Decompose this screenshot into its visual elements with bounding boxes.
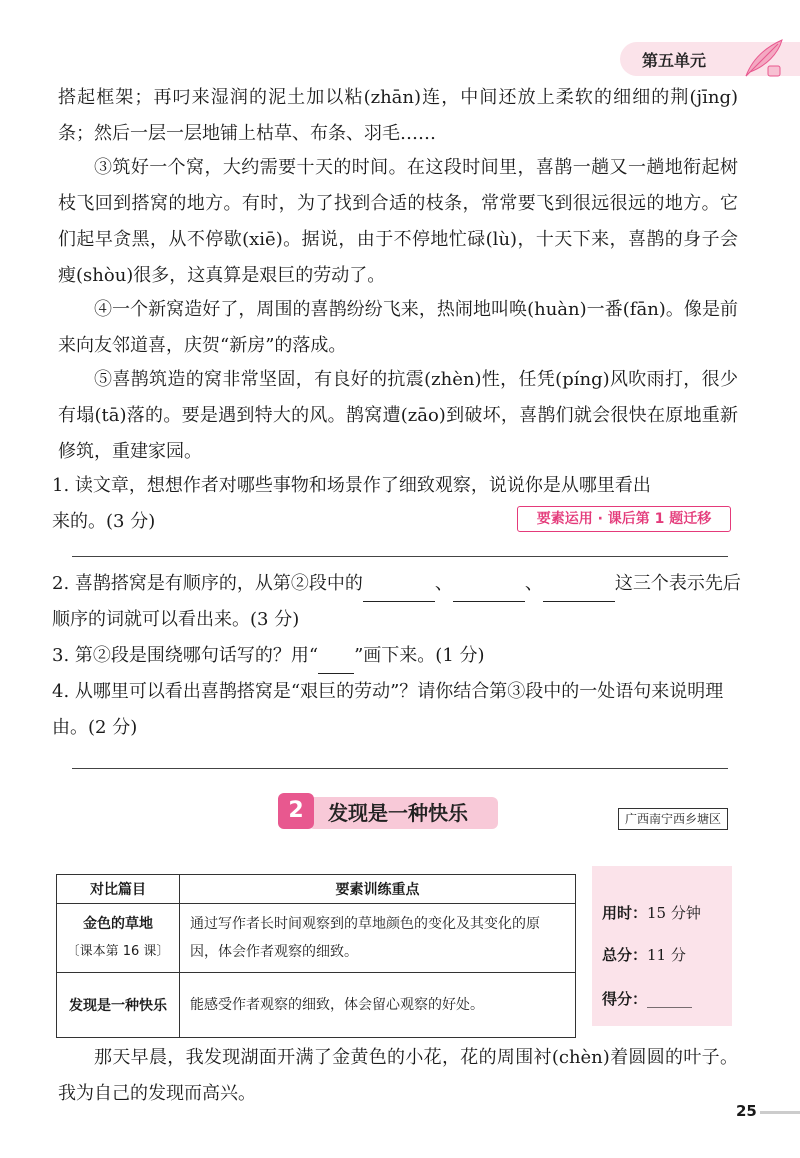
skill-tag: 要素运用 · 课后第 1 题迁移 — [517, 506, 731, 532]
answer-line-4[interactable] — [72, 768, 728, 769]
row-1-title: 金色的草地 — [83, 916, 153, 932]
question-3 — [52, 638, 742, 674]
time-label: 用时： — [602, 904, 648, 922]
passage-paragraph-3: ③筑好一个窝，大约需要十天的时间。在这段时间里，喜鹊一趟又一趟地衔起树枝飞回到搭窝的地方。有时，为了找到合适的枝条，常常要飞到很远很远的地方。它们起早贪黑，从不停歇(xiē)。据说，由于不停地忙碌(lù)，十天下来，喜鹊的身子会瘦(shòu)很多，这真算是艰巨的劳动了。 — [58, 157, 738, 286]
table-header: 对比篇目 — [57, 875, 180, 904]
row-1-ref: 〔课本第 16 课〕 — [66, 944, 170, 959]
time-value: 15 分钟 — [647, 904, 701, 922]
passage-paragraph-5: ⑤喜鹊筑造的窝非常坚固，有良好的抗震(zhèn)性，任凭(píng)风吹雨打，很少有塌(tā)落的。要是遇到特大的风。鹊窝遭(zāo)到破坏，喜鹊们就会很快在原地重新修筑，重建家园。 — [58, 369, 738, 462]
row-2-focus: 能感受作者观察的细致，体会留心观察的好处。 — [180, 973, 576, 1038]
question-2-sep-1: 、 — [434, 573, 453, 594]
row-2-title: 发现是一种快乐 — [57, 973, 180, 1038]
blank-2a[interactable] — [363, 581, 435, 602]
time-row — [602, 902, 701, 923]
table-row — [57, 973, 576, 1038]
answer-line-1[interactable] — [72, 556, 728, 557]
page-decoration — [760, 1111, 800, 1114]
comparison-table — [56, 874, 576, 1038]
section-title: 发现是一种快乐 — [328, 801, 468, 825]
question-2 — [52, 566, 742, 638]
score-box — [592, 866, 732, 1026]
blank-2c[interactable] — [543, 581, 615, 602]
table-row — [57, 904, 576, 973]
section-2-header — [278, 793, 508, 831]
total-value: 11 分 — [647, 946, 686, 964]
question-3-text-a: 3. 第②段是围绕哪句话写的？用“ — [52, 645, 319, 666]
underline-sample — [318, 653, 354, 674]
blank-2b[interactable] — [453, 581, 525, 602]
section-number: 2 — [278, 793, 314, 829]
feather-pen-icon — [738, 36, 786, 80]
score-input[interactable]: ______ — [647, 990, 693, 1008]
unit-tab — [620, 42, 800, 76]
row-1-focus: 通过写作者长时间观察到的草地颜色的变化及其变化的原因，体会作者观察的细致。 — [180, 904, 576, 973]
unit-title: 第五单元 — [642, 51, 707, 70]
table-header: 要素训练重点 — [180, 875, 576, 904]
question-2-text-b: 这三个表示先后顺序的词就可以看出来。(3 分) — [52, 573, 741, 630]
question-4: 4. 从哪里可以看出喜鹊搭窝是“艰巨的劳动”？请你结合第③段中的一处语句来说明理由。(2 分) — [52, 681, 724, 738]
question-1: 1. 读文章，想想作者对哪些事物和场景作了细致观察，说说你是从哪里看出来的。(3 分) — [52, 475, 651, 532]
passage-paragraph-2-cont: 搭起框架；再叼来湿润的泥土加以粘(zhān)连，中间还放上柔软的细细的荆(jīng)条；然后一层一层地铺上枯草、布条、羽毛…… — [58, 87, 738, 144]
total-label: 总分： — [602, 946, 648, 964]
page-number: 25 — [736, 1102, 757, 1120]
total-row — [602, 944, 686, 965]
question-3-text-b: ”画下来。(1 分) — [354, 645, 485, 666]
table-header-row — [57, 875, 576, 904]
question-2-text-a: 2. 喜鹊搭窝是有顺序的，从第②段中的 — [52, 573, 363, 594]
question-2-sep-2: 、 — [524, 573, 543, 594]
table-cell-title — [57, 904, 180, 973]
score-label: 得分： — [602, 990, 648, 1008]
story-paragraph-1: 那天早晨，我发现湖面开满了金黄色的小花，花的周围衬(chèn)着圆圆的叶子。我为自己的发现而高兴。 — [58, 1047, 738, 1104]
passage-paragraph-4: ④一个新窝造好了，周围的喜鹊纷纷飞来，热闹地叫唤(huàn)一番(fān)。像是前来向友邻道喜，庆贺“新房”的落成。 — [58, 299, 738, 356]
region-tag: 广西南宁西乡塘区 — [618, 808, 728, 830]
score-row — [602, 988, 692, 1009]
